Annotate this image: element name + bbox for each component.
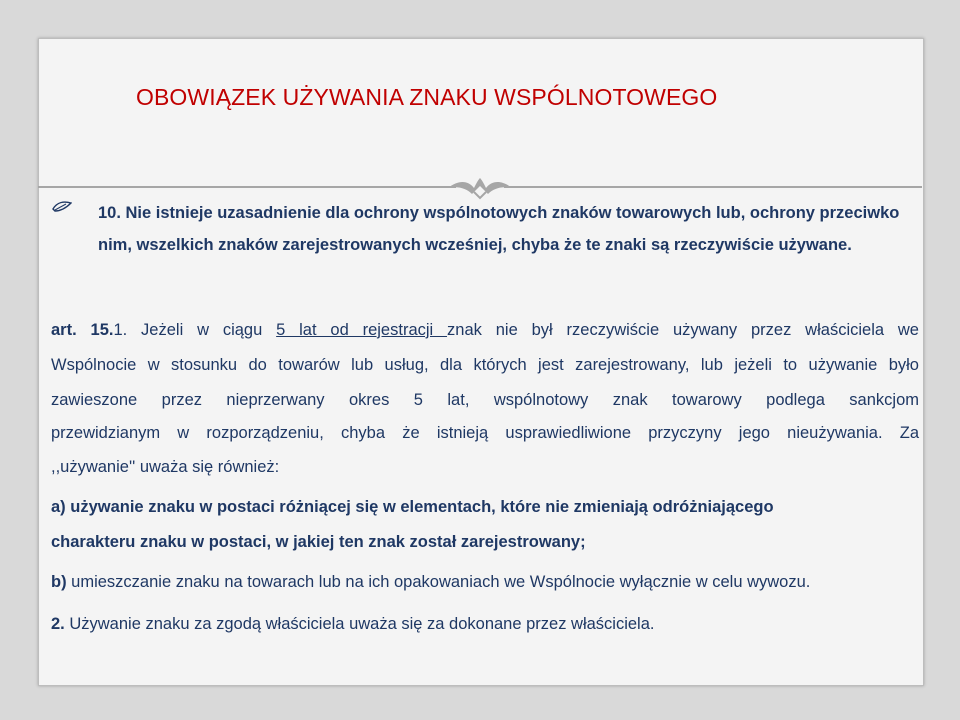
leaf-bullet-icon bbox=[52, 200, 72, 214]
item-b-label: b) bbox=[51, 573, 67, 591]
art-line1-rest: znak nie był rzeczywiście używany przez właściciela we bbox=[447, 321, 919, 339]
art-15-line-3: zawieszone przez nieprzerwany okres 5 lat, wspólnotowy znak towarowy podlega sankcjom bbox=[51, 391, 919, 409]
item-a-line-2: charakteru znaku w postaci, w jakiej ten znak został zarejestrowany; bbox=[51, 533, 586, 551]
point-10-paragraph: 10. Nie istnieje uzasadnienie dla ochrony wspólnotowych znaków towarowych lub, ochrony przeciwko nim, wszelkich znaków zarejestrowanych wcześniej, chyba że te znaki są rzeczywiście używane. bbox=[98, 204, 900, 254]
item-b bbox=[51, 572, 810, 592]
item-2-label: 2. bbox=[51, 615, 65, 633]
item-2-text: Używanie znaku za zgodą właściciela uważa się za dokonane przez właściciela. bbox=[64, 615, 655, 633]
art-15-line-2: Wspólnocie w stosunku do towarów lub usług, dla których jest zarejestrowany, lub jeżeli to używanie było bbox=[51, 356, 919, 374]
divider-right bbox=[504, 186, 922, 188]
art-15-line-5: ,,używanie'' uważa się również: bbox=[51, 458, 280, 476]
item-b-text: umieszczanie znaku na towarach lub na ich opakowaniach we Wspólnocie wyłącznie w celu wywozu. bbox=[66, 573, 811, 591]
item-a-line-1: a) używanie znaku w postaci różniącej się w elementach, które nie zmieniają odróżniającego bbox=[51, 498, 774, 516]
art-15-line-4: przewidzianym w rozporządzeniu, chyba że istnieją usprawiedliwione przyczyny jego nieużywania. Za bbox=[51, 424, 919, 442]
art-underlined-term: 5 lat od rejestracji bbox=[276, 321, 448, 339]
art-reference: art. 15. bbox=[51, 321, 114, 339]
art-15-line-1 bbox=[51, 320, 919, 340]
slide-title: OBOWIĄZEK UŻYWANIA ZNAKU WSPÓLNOTOWEGO bbox=[136, 84, 718, 110]
art-paragraph-number: 1. bbox=[113, 321, 128, 339]
art-pre: Jeżeli w ciągu bbox=[127, 321, 277, 339]
item-2 bbox=[51, 614, 654, 634]
divider-left bbox=[38, 186, 456, 188]
